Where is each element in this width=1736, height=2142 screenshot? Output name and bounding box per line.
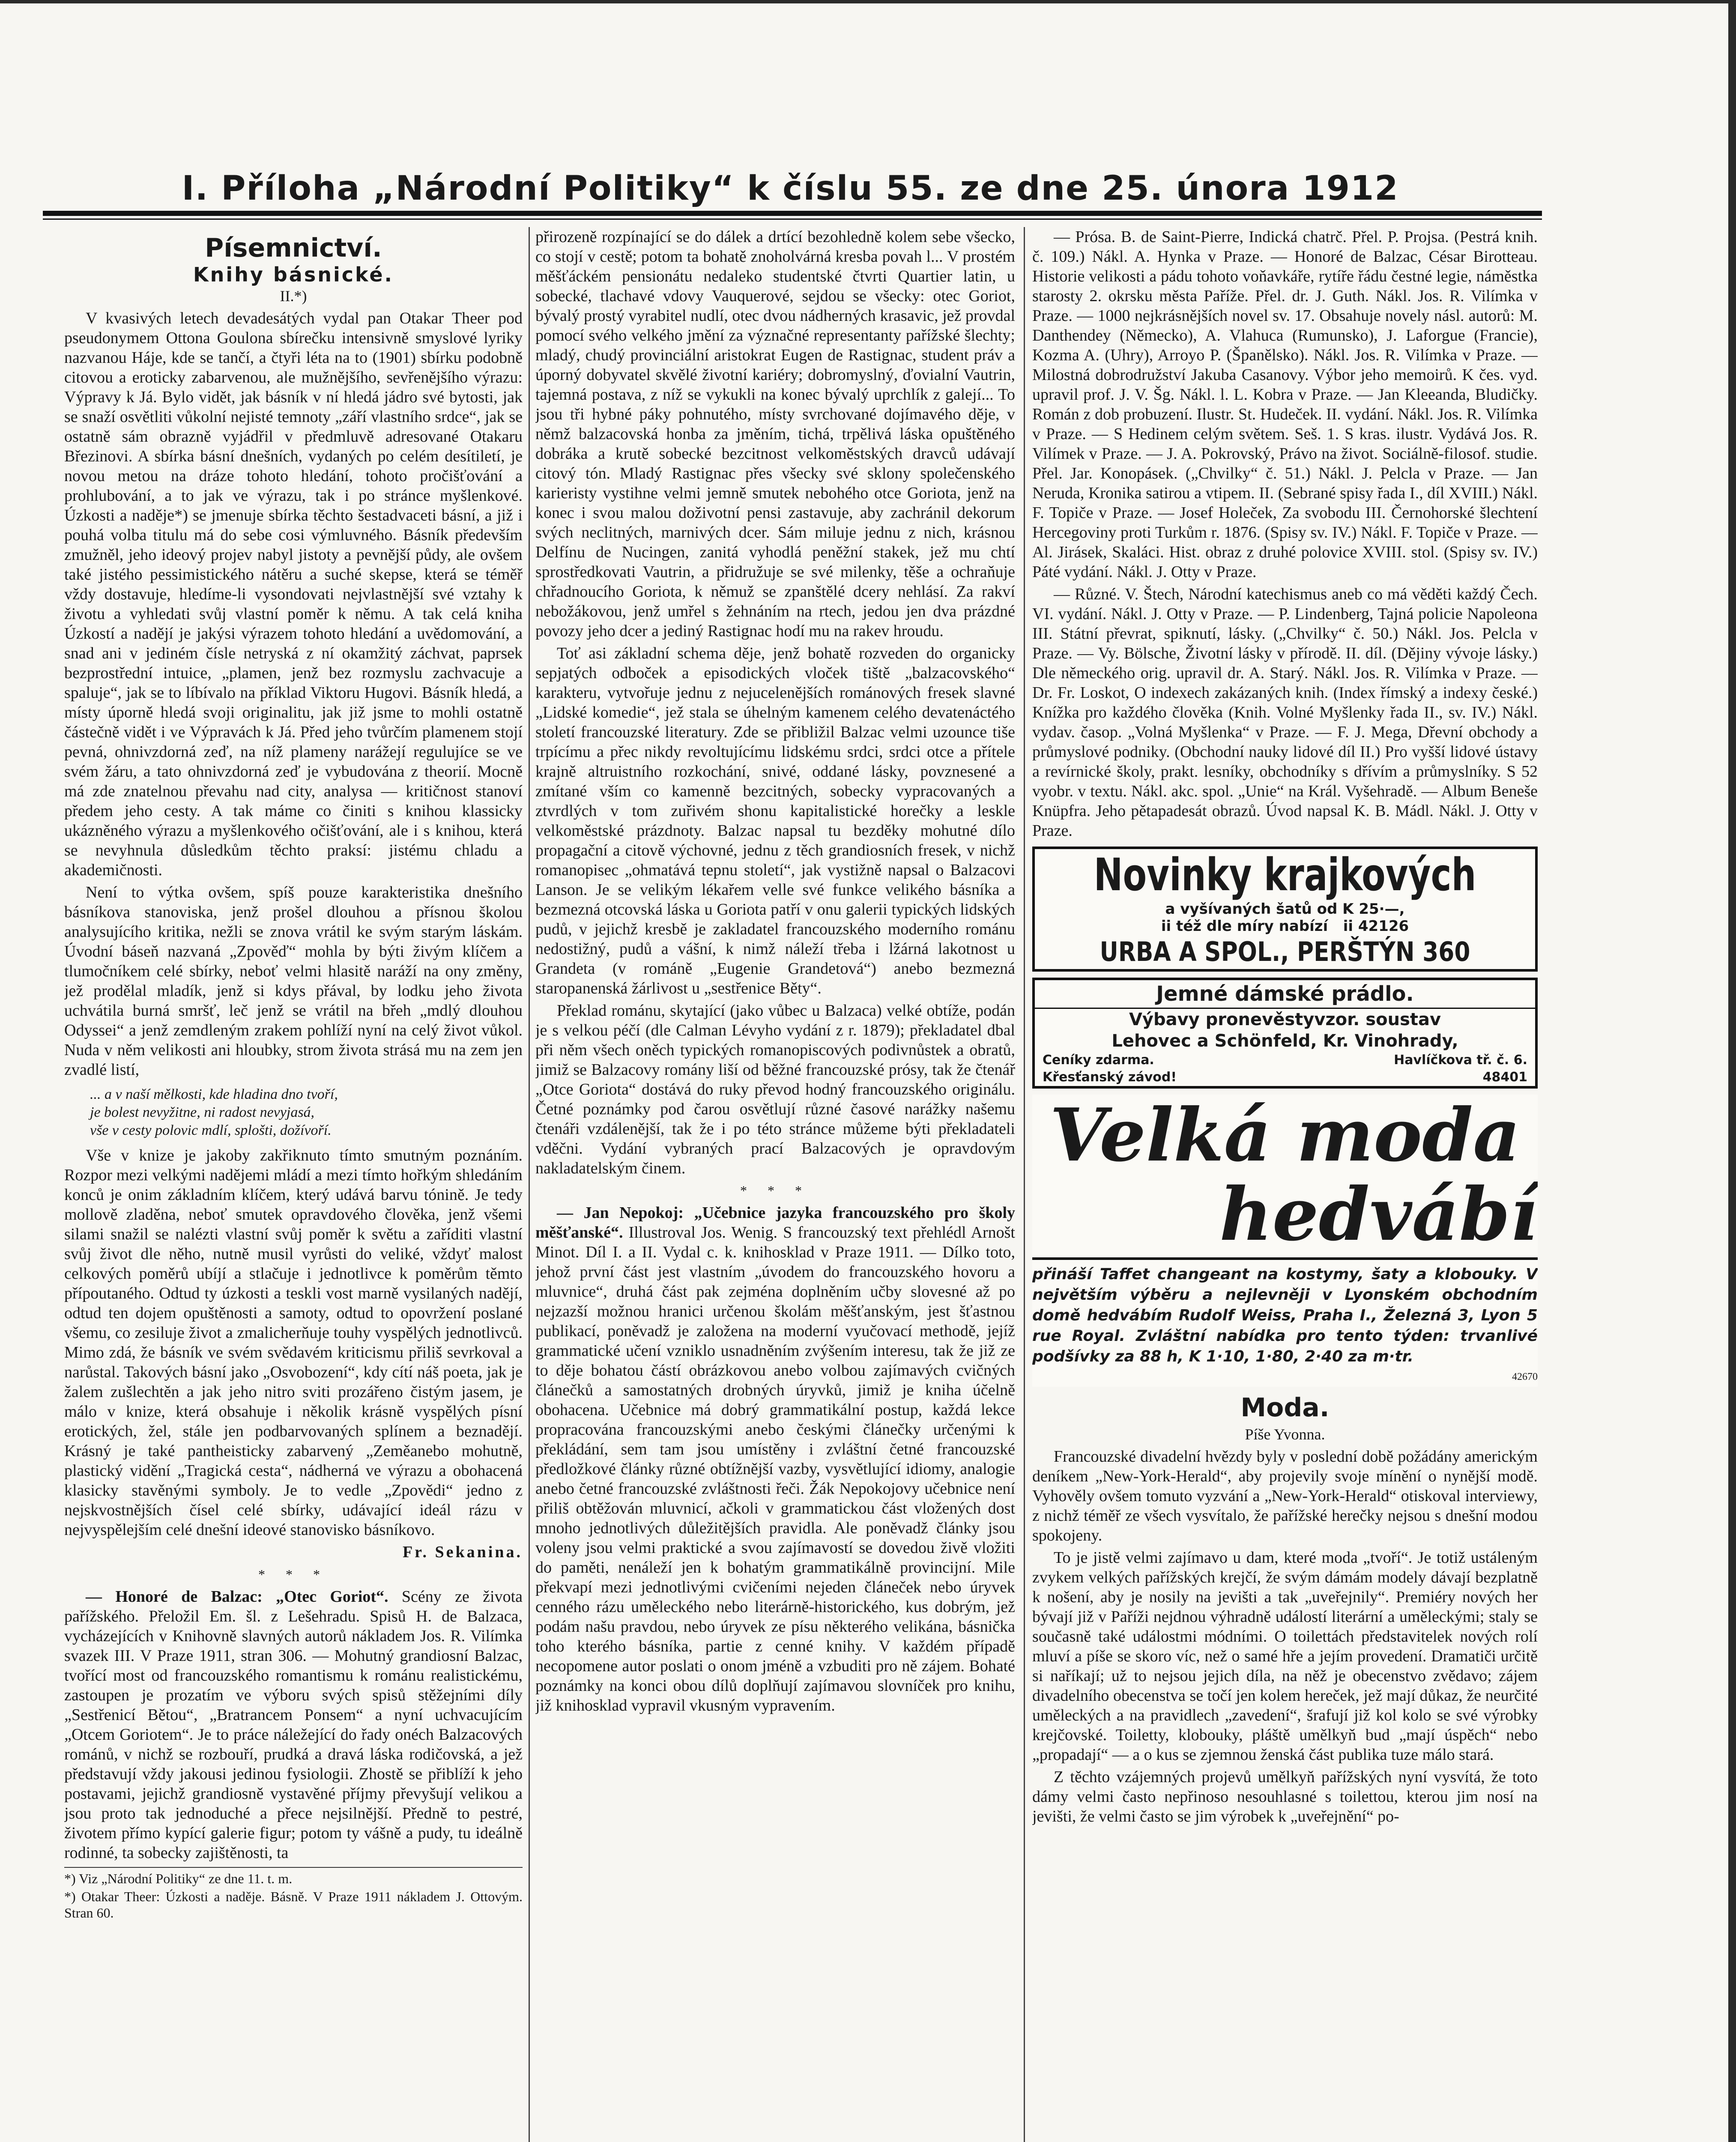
column-2: [535, 227, 1015, 2142]
article-paragraph: Překlad románu, skytající (jako vůbec u Balzaca) velké obtíže, podán je s velkou péčí (dle Calman Lévyho vydání z r. 1879); překladatel dbal při něm všech oněch typických romanopiscových podivnůstek a obratů, jimiž se Balzacovy romány liší od běžné francouzské prósy, tak že čtenář „Otce Goriota“ dostává do ruky převod hodný francouzského originálu. Četné poznámky pod čarou osvětlují různé časové narážky našemu čtenáři vzdálenější, tak že i po této stránce můžeme býti překladateli vděčni. Vydání vybraných prací Balzacových je opravdovým nakladatelským činem.: [535, 1002, 1015, 1177]
column-divider: [1024, 227, 1025, 2142]
author-signature: Fr. Sekanina.: [402, 1543, 523, 1561]
ad-line: a vyšívaných šatů od K 25·—,: [1165, 900, 1405, 918]
ad-title-2: hedvábí: [1032, 1176, 1538, 1260]
separator-stars: * * *: [740, 1183, 810, 1198]
article-paragraph: Francouzské divadelní hvězdy byly v poslední době požádány americkým deníkem „New-York-Herald“, aby projevily svoje mínění o nynější modě. Vyhověly ovšem tomuto vyzvání a „New-York-Herald“ otiskoval interviewy, z nichž téměř ze všech vysvítalo, že pařížské herečky nejsou s dnešní modou spokojeny.: [1032, 1448, 1538, 1544]
article-paragraph: Toť asi základní schema děje, jenž bohatě rozveden do organicky sepjatých odboček a episodických vloček tiště „balzacovského“ karakteru, vytvořuje jednu z nejucelenějších románových fresek slavné „Lidské komedie“, jež stala se úhelným kamenem celého devatenáctého století francouzské literatury. Zde se přibližil Balzac velmi uzounce tiše trpícímu a přec nikdy revoltujícímu lidskému srdci, srdci otce a přítele krajně altruistního rozkochání, snivé, oddané lásky, povznesené a zmítané vším co kamenně bezcitných, sobecky vypracovaných a ztvrdlých v tom zuřivém shonu kapitalistické horečky a leskle velkoměstské prázdnoty. Balzac napsal tu bezděky mohutné dílo propagační a citově výchovné, jednu z těch grandiosních fresek, v nichž romanopisec „ohmatává tepnu století“, jak vystižně napsal o Balzacovi Lanson. Je se velikým lékařem velle své funkce velikého básníka a bezmezná otcovská láska u Goriota patří v onu galerii typických lidských pudů, v jejichž kresbě je zakladatel francouzského moderního románu nedostižný, pudů a vášní, k nimž náleží třeba i lžárná lakotnost u Grandeta (v románě „Eugenie Grandetová“) anebo bezmezná staropanenská žárlivost u „sestřenice Běty“.: [535, 644, 1015, 997]
subsection-title: Knihy básnické.: [193, 263, 394, 286]
footnote: *) Otakar Theer: Úzkosti a naděje. Básně. V Praze 1911 nákladem J. Ottovým. Stran 60.: [64, 1889, 523, 1921]
review-title: — Honoré de Balzac: „Otec Goriot“.: [86, 1588, 388, 1606]
separator-stars: * * *: [258, 1567, 329, 1582]
ad-ref-number: 48401: [1482, 1070, 1527, 1085]
ad-note: Křesťanský závod!: [1043, 1070, 1177, 1085]
column-3: [1032, 227, 1538, 2142]
ad-catalog: Ceníky zdarma.: [1043, 1053, 1154, 1068]
ad-ref-number: 42670: [1512, 1371, 1538, 1382]
ad-address: Havlíčkova tř. č. 6.: [1394, 1053, 1527, 1068]
poem-line: je bolest nevyžitne, ni radost nevyjasá,: [90, 1104, 315, 1120]
right-edge: [1728, 0, 1736, 2142]
ad-firm: URBA A SPOL., PERŠTÝN 360: [1100, 936, 1470, 967]
ad-line-text: ii též dle míry nabízí: [1161, 918, 1328, 935]
author-line: Píše Yvonna.: [1245, 1426, 1325, 1443]
review-title: — Jan Nepokoj: „Učebnice jazyka francouzského pro školy měšťanské“.: [535, 1204, 1015, 1242]
header-rule: [43, 211, 1542, 216]
ad-title: Velká moda: [1049, 1092, 1521, 1178]
ad-ref-number: ii 42126: [1343, 918, 1409, 935]
article-paragraph: V kvasivých letech devadesátých vydal pan Otakar Theer pod pseudonymem Ottona Goulona sbírečku intensivně smyslové lyriky nazvanou Háje, kde se tančí, a čtyři léta na to (1901) sbírku podobně citovou a eroticky zabarvenou, ale mužnějšího, sevřenějšího výrazu: Výpravy k Já. Bylo vidět, jak básník v ní hledá jádro své bytosti, jak se snaží osvětliti vůkolní nejisté temnoty „září vlastního srdce“, jak se ostatně sám obrazně vyjádřil v předmluvě adresované Otakaru Březinovi. A sbírka básní dnešních, vydaných po celém desítiletí, je novou metou na dráze tohoto hledání, tohoto pročišťování a prohlubování, a to jak ve výrazu, tak i po stránce myšlenkové. Úzkosti a naděje*) se jmenuje sbírka těchto šestadvaceti básní, a již i pouhá volba titulu má do sebe cosi výmluvného. Básník především zmužněl, jeho ideový projev nabyl jistoty a pevnější půdy, ale ovšem také jistého pessimistického nátěru a suché skepse, která se téměř vždy dostavuje, hledíme-li vysondovati nejvlastnější své vztahy k životu a vyhledati svůj vlastní poměr k němu. A tak celá kniha Úzkostí a nadějí je jakýsi výrazem tohoto hledání a uvědomování, a snad ani v jediném čísle netryská z ní okamžitý záchvat, paprsek bezprostřední intuice, „plamen, jenž bez rozmyslu zachvacuje a spaluje“, jak se to líbívalo na příklad Viktoru Hugovi. Básník hledá, a místy úporně hledá svoji originalitu, jak již jsme to mohli ostatně částečně vidět i ve Výpravách k Já. Před jeho tvůrčím plamenem stojí pevná, ohnivzdorná zeď, na níž plameny narážejí regulujíce se ve svém žáru, a tato ohnivzdorná zeď je vybudována z theorií. Mocně má zde znatelnou převahu nad city, analysa — kritičnost stanoví předem jeho cesty. A tak máme co činiti s knihou klassicky ukázněného výrazu a myšlenkového očišťování, ale i s knihou, která se nevyhnula důsledkům těchto praksí: jistému chladu a akademičnosti.: [64, 309, 523, 879]
poem-quote: [90, 1086, 523, 1140]
ad-line: Výbavy pronevěstyvzor. soustav: [1129, 1010, 1441, 1029]
article-paragraph: Z těchto vzájemných projevů umělkyň pařížských nyní vysvítá, že toto dámy velmi často nepřinoso nesouhlasné s toilettou, kterou jim nosí na jevišti, že velmi často se jim výrobek k „uveřejnění“ po-: [1032, 1768, 1538, 1825]
ad-firm: Lehovec a Schönfeld, Kr. Vinohrady,: [1112, 1031, 1458, 1051]
footnote: *) Viz „Národní Politiky“ ze dne 11. t. m.: [64, 1871, 293, 1886]
ad-title: Novinky krajkových: [1094, 849, 1476, 901]
poem-line: ... a v naší mělkosti, kde hladina dno tvoří,: [90, 1086, 338, 1102]
review-paragraph: [535, 1203, 1015, 1715]
part-number: II.*): [280, 287, 307, 305]
review-text: Illustroval Jos. Wenig. S francouzský text přehlédl Arnošt Minot. Díl I. a II. Vydal c. k. knihosklad v Praze 1911. — Dílko toto, jehož první část jest vlastním „úvodem do francouzského hovoru a mluvnice“, druhá část pak zejména doplněním učby slovesné až po nejzazší možnou hranici určenou školám měšťanským, jest šťastnou publikací, poněvadž je založena na moderní vyučovací methodě, jejíž grammatické učení vzniklo usnadněním zvýšením interesu, tak že již ze to děje bohatou částí obrázkovou anebo volbou zajímavých cvičných článečků a samostatných drobných úryvků, jimiž je kniha účelně obohacena. Učebnice má dobrý grammatikální postup, každá lekce propracována francouzskými anebo českými článečky určenými k překládání, sem tam jsou umístěny i zvláštní četné francouzské předložkové články různé obtížnější vazby, vysvětlující idiomy, analogie anebo četné francouzské zvláštnosti řeči. Žák Nepokojovy učebnice není přiliš obtěžován mluvnicí, ačkoli v grammatickou část vložených dost mnoho jednotlivých důležitějších pravidla. Ale poněvadž články jsou voleny jsou velmi praktické a svou zajímavostí se dovedou živě vložiti do paměti, nenáleží jen k bohatým grammatikálně provincijní. Mile překvapí mezi jednotlivými cvičeními nejeden článeček nebo úryvek cenného rázu uměleckého nebo literárně-historického, kus dobrým, jež podám našu pravdou, nebo úryvek ze písu některého velikána, básnička toho kterého básníka, partie z cenné knihy. V každém případě necopomene autor poslati o onom jméně a vzbuditi pro ně zájem. Bohaté poznámky na konci obou dílů doplňují zajímavou slovníček pro knihu, již knihosklad vypravil vkusným vypravením.: [535, 1224, 1015, 1714]
review-text: Scény ze života pařížského. Přeložil Em. šl. z Lešehradu. Spisů H. de Balzaca, vycházejících v Knihovně slavných autorů nákladem Jos. R. Vilímka svazek III. V Praze 1911, stran 306. — Mohutný grandiosní Balzac, tvořící most od francouzského romantismu k románu realistickému, zastoupen je prozatím ve výboru svých spisů stěžejními díly „Sestřenicí Bětou“, „Bratrancem Ponsem“ a nyní uchvacujícím „Otcem Goriotem“. Je to práce náležející do řady onéch Balzacových románů, v nichž se rozbouří, prudká a dravá láska rodičovská, a jež představují vždy jakousi jedinou fysiologii. Zhostě se přiblíží k jeho postavami, jejichž grandiosně vystavěné příjmy převyšují velikou a jsou proto tak jednoduché a přece nejsilnější. Předně to pestré, životem přímo kypící galerie figur; potom ty vášně a pudy, tu ideálně rodinné, ta sobecky zajištěnosti, ta: [64, 1588, 523, 1862]
ad-title: Jemné dámské prádlo.: [1035, 980, 1535, 1009]
article-paragraph: přirozeně rozpínající se do dálek a drtící bezohledně kolem sebe všecko, co stojí v cestě; potom ta bohatě znoholvárná kresba povah l... V prostém měšťáckém pensionátu nedaleko studentské čtvrti Quartier latin, u sobecké, tlachavé vdovy Vauquerové, sejdou se všecky: otec Goriot, bývalý prostý vyrabitel nudlí, otec dvou nádherných krasavic, jež provdal pomocí svého velkého jmění za význačné representanty pařížské šlechty; mladý, chudý provinciální aristokrat Eugen de Rastignac, student práv a úporný dobyvatel skvělé životní kariéry; dobromyslný, ďovialní Vautrin, tajemná postava, z níž se vykukli na konec bývalý uprchlík z galejí... To jsou tři hybné páky pohnutého, místy svrchované dojímavého děje, v němž balzacovská honba za jměním, tichá, trpělivá láska opuštěného dobráka a krutě sobecké bezcitnost velkoměstských dravců udávají citový tón. Mladý Rastignac přes všecky své sklony společenského karieristy vystihne velmi jemně smutek nebohého otce Goriota, jenž na konec i svou malou doživotní pensi zastavuje, aby zachránil dekorum svých neclitných, marnivých dcer. Sám miluje jednu z nich, krásnou Delfínu de Nucingen, zanitá vyhodlá peněžní stakek, jež mu chtí sprostředkovati Vautrin, a přidružuje se své milenky, těše a ochraňuje chřadnoucího Goriota, k němuž se zpanštělé dcery nehlásí. Za rakví nebožákovou, jenž umřel s žehnáním na rtech, jedou jen dva prázdné povozy jeho dcer a jediný Rastignac hodí mu na rakev hroudu.: [535, 228, 1015, 640]
header-rule-thin: [43, 218, 1542, 220]
section-title: Písemnictví.: [205, 233, 382, 263]
advertisement-linen: [1032, 978, 1538, 1089]
article-paragraph: Není to výtka ovšem, spíš pouze karakteristika dnešního básníkova stanoviska, jenž prošel dlouhou a přísnou školou analysujícího kritika, nežli se znova vrátil ke svým starým láskám. Úvodní báseň nazvaná „Zpověď“ mohla by býti živým klíčem a tlumočníkem celé sbírky, neboť velmi hlasitě naráží na ony změny, jež prodělal mladík, jenž si kdys přával, by lodku jeho života uchvátila burná smršť, leč jenž se vrátil na břeh „mdlý dlouhou Odyssei“ a jenž zemdleným zrakem pohlíží nyní na celý život vůkol. Nuda v něm velikosti ani hloubky, strom života strásá mu na zem jen zvadlé listí,: [64, 883, 523, 1079]
footnotes: [64, 1867, 523, 1921]
review-paragraph: [64, 1587, 523, 1863]
article-paragraph: Vše v knize je jakoby zakřiknuto tímto smutným poznáním. Rozpor mezi velkými nadějemi mládí a mezi tímto hořkým shledáním konců je onim základním klíčem, který udává barvu tónině. Je tedy mollově zladěna, neboť smutek opravdového člověka, jenž všemi silami snažil se nalézti vlastní svůj poměr k světu a zaříditi vlastní svůj život dle něho, nutně musil vyrůsti do veliké, vždyť malost celkových poměrů ubíjí a stlačuje i jednotlivce k poměrům těmto přípoutaného. Odtud ty úzkosti a teskli vost marně vysilaných nadějí, odtud ten dojem opuštěnosti a samoty, odtud to opovržení poslané všemu, co zesiluje život a zmalicherňuje touhy vyspělých jednotlivců. Mimo zdá, že básník ve svém svědavém kriticismu přiliš sevrkoval a narůstal. Takových básní jako „Osvobození“, kdy cítí náš poeta, jak je žalem zušlechtěn a jak jeho nitro sviti prozářeno čistým jasem, je málo v knize, která obsahuje i několik krásně vyspělých písní erotických, žel, stále jen podbarvovaných splínem a beznadějí. Krásný je také pantheisticky zabarvený „Zeměanebo mohutně, plastický vidění „Tragická cesta“, nádherná ve výrazu a obohacená klasicky stavěnými symboly. Je to vedle „Zpovědi“ jedno z nejskvostnějších čísel celé sbírky, udávající ideál rázu v nejvyspělejším celé dnešní ideové stanovisko básníkovo.: [64, 1146, 523, 1539]
ad-info-row: [1035, 1052, 1535, 1069]
ad-info-row: [1035, 1069, 1535, 1086]
article-paragraph: To je jistě velmi zajímavo u dam, které moda „tvoří“. Je totiž ustáleným zvykem velkých pařížských krejčí, že svým dámám modely dávají bezplatně k nošení, aby je nosily na jevišti a tak „uveřejnily“. Premiéry nových her bývají již v Paříži nejdnou výhradně událostí literární a uměleckými; staly se současně také událostmi módními. O toilettách představitelek nových rolí mluví a píše se skoro víc, než o samé hře a jejím provedení. Dramatiči určitě si naříkají; už to nejsou jejich díla, na něž je obecenstvo zvědavo; zájem divadelního obecenstva se točí jen kolem hereček, jež mají důkaz, že neurčité uměleckých a na pravidlech „zavedení“, šrafují již kol kolo se své výrobky krejčovské. Toiletty, klobouky, pláště umělkyň bud „mají úspěch“ nebo „propadají“ — a o kus se zjemnou ženská část publika tuze málo stará.: [1032, 1549, 1538, 1764]
advertisement-silk: [1032, 1092, 1538, 1387]
column-divider: [529, 227, 530, 2142]
page-header: I. Příloha „Národní Politiky“ k číslu 55. ze dne 25. února 1912: [182, 169, 1399, 208]
ad-text: přináší Taffet changeant na kostymy, šaty a klobouky. V největším výběru a nejlevněji v Lyonském obchodním domě hedvábím Rudolf Weiss, Praha I., Železná 3, Lyon 5 rue Royal. Zvláštní nabídka pro tento týden: trvanlivé podšívky za 88 h, K 1·10, 1·80, 2·40 za m·tr.: [1032, 1265, 1538, 1365]
book-list-paragraph: — Prósa. B. de Saint-Pierre, Indická chatrč. Přel. P. Projsa. (Pestrá knih. č. 109.) Nákl. A. Hynka v Praze. — Honoré de Balzac, César Birotteau. Historie velikosti a pádu tohoto voňavkáře, rytíře řádu čestné legie, náměstka starosty 2. okrsku města Paříže. Přel. dr. J. Guth. Nákl. Jos. R. Vilímka v Praze. — 1000 nejkrásnějších novel sv. 17. Obsahuje novely násl. autorů: M. Danthendey (Německo), A. Vlahuca (Rumunsko), J. Laforgue (Francie), Kozma A. (Uhry), Arroyo P. (Španělsko). Nákl. Jos. R. Vilímka v Praze. — Milostná dobrodružství Jakuba Casanovy. Výbor jeho memoirů. K čes. vyd. upravil prof. J. V. Šg. Nákl. l. L. Kobra v Praze. — Jan Kleeanda, Bludičky. Román z dob probuzení. Ilustr. St. Hudeček. II. vydání. Nákl. Jos. R. Vilímka v Praze. — S Hedinem celým světem. Seš. 1. S kras. ilustr. Vydává Jos. R. Vilímek v Praze. — J. A. Pokrovský, Právo na život. Sociálně-filosof. studie. Přel. Jar. Konopásek. („Chvilky“ č. 51.) Nákl. J. Pelcla v Praze. — Jan Neruda, Kronika satirou a vtipem. II. (Sebrané spisy řada I., díl XVIII.) Nákl. F. Topiče v Praze. — Josef Holeček, Za svobodu III. Černohorské šlechtení Hercegoviny proti Turkům r. 1876. (Spisy sv. IV.) Nákl. F. Topiče v Praze. — Al. Jirásek, Skaláci. Hist. obraz z druhé polovice XVIII. stol. (Spisy sv. IV.) Páté vydání. Nákl. J. Otty v Praze.: [1032, 228, 1538, 581]
ad-line: [1035, 918, 1535, 935]
book-list-paragraph: — Různé. V. Štech, Národní katechismus aneb co má věděti každý Čech. VI. vydání. Nákl. J. Otty v Praze. — P. Lindenberg, Tajná policie Napoleona III. Státní převrat, spiknutí, lásky. („Chvilky“ č. 50.) Nákl. Jos. Pelcla v Praze. — Vy. Bölsche, Životní lásky v přírodě. II. díl. (Dějiny vývoje lásky.) Dle německého orig. upravil dr. A. Starý. Nákl. Jos. R. Vilímka v Praze. — Dr. Fr. Loskot, O indexech zakázaných knih. (Index římský a indexy české.) Knížka pro každého člověka (Knih. Volné Myšlenky řada II., sv. IV.) Nákl. vydav. časop. „Volná Myšlenka“ v Praze. — F. J. Mega, Dřevní obchody a průmyslové podniky. (Obchodní nauky lidové díl II.) Pro vyšší lidové ústavy a revírnické školy, prakt. lesníky, obchodníky s dřívím a průmyslníky. S 52 vyobr. v textu. Nákl. akc. spol. „Unie“ na Král. Vyšehradě. — Album Beneše Knüpfra. Jeho pětapadesát obrazů. Úvod napsal K. B. Mádl. Nákl. J. Otty v Praze.: [1032, 585, 1538, 840]
advertisement-lace: [1032, 847, 1538, 972]
section-title: Moda.: [1240, 1393, 1330, 1423]
poem-line: vše v cesty polovic mdlí, splošti, dožívoří.: [90, 1122, 332, 1138]
column-1: [64, 227, 523, 2142]
top-edge: [0, 0, 1736, 3]
